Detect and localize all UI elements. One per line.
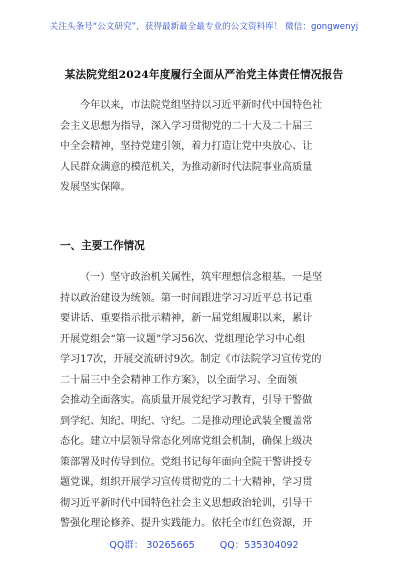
body-line: 学习17次，开展交流研讨9次。制定《市法院学习宣传党的	[60, 354, 322, 365]
body-paragraph	[60, 268, 352, 535]
body-line: 态化。建立中层领导常态化列席党组会机制，确保上级决	[60, 436, 313, 447]
body-line: 会推动全面落实。高质量开展党纪学习教育，引导干警做	[60, 395, 313, 406]
body-line: 持以政治建设为统领。第一时间跟进学习习近平总书记重	[60, 292, 313, 304]
footer-qq-group: QQ群： 30265665	[109, 540, 195, 551]
intro-line: 会主义思想为指导，深入学习贯彻党的二十大及二十届三	[60, 120, 313, 132]
intro-line: 人民群众满意的模范机关，为推动新时代法院事业高质量	[60, 161, 313, 173]
document-title: 某法院党组2024年度履行全面从严治党主体责任情况报告	[64, 69, 344, 81]
body-line: （一）坚守政治机关属性，筑牢理想信念根基。一是坚	[80, 272, 323, 283]
footer-contact	[0, 537, 408, 551]
body-line: 二十届三中全会精神工作方案》，以全面学习、全面领	[60, 374, 298, 386]
footer-qq: QQ：535304092	[219, 540, 299, 551]
body-line: 开展党组会“第一议题”学习56次、党组理论学习中心组	[60, 333, 306, 345]
header-banner: 关注头条号“公文研究”，获得最新最全最专业的公文资料库！ 微信：gongwenyj	[49, 22, 359, 32]
intro-line: 发展坚实保障。	[60, 182, 131, 193]
intro-line: 今年以来，市法院党组坚持以习近平新时代中国特色社	[80, 100, 323, 111]
body-line: 彻习近平新时代中国特色社会主义思想政治轮训，引导干	[60, 497, 313, 509]
intro-paragraph	[60, 96, 352, 199]
intro-line: 中全会精神，坚持党建引领，着力打造让党中央放心、让	[60, 141, 313, 152]
body-line: 题党课，组织开展学习宣传贯彻党的二十大精神，学习贯	[60, 477, 313, 488]
body-line: 策部署及时传导到位。党组书记每年面向全院干警讲授专	[60, 456, 313, 468]
body-line: 要讲话、重要指示批示精神，新一届党组履职以来，累计	[60, 313, 313, 324]
body-line: 警强化理论修养、提升实践能力。依托全市红色资源，开	[60, 518, 313, 529]
body-line: 到学纪、知纪、明纪、守纪。二是推动理论武装全覆盖常	[60, 415, 313, 427]
section-heading: 一、主要工作情况	[60, 240, 145, 252]
